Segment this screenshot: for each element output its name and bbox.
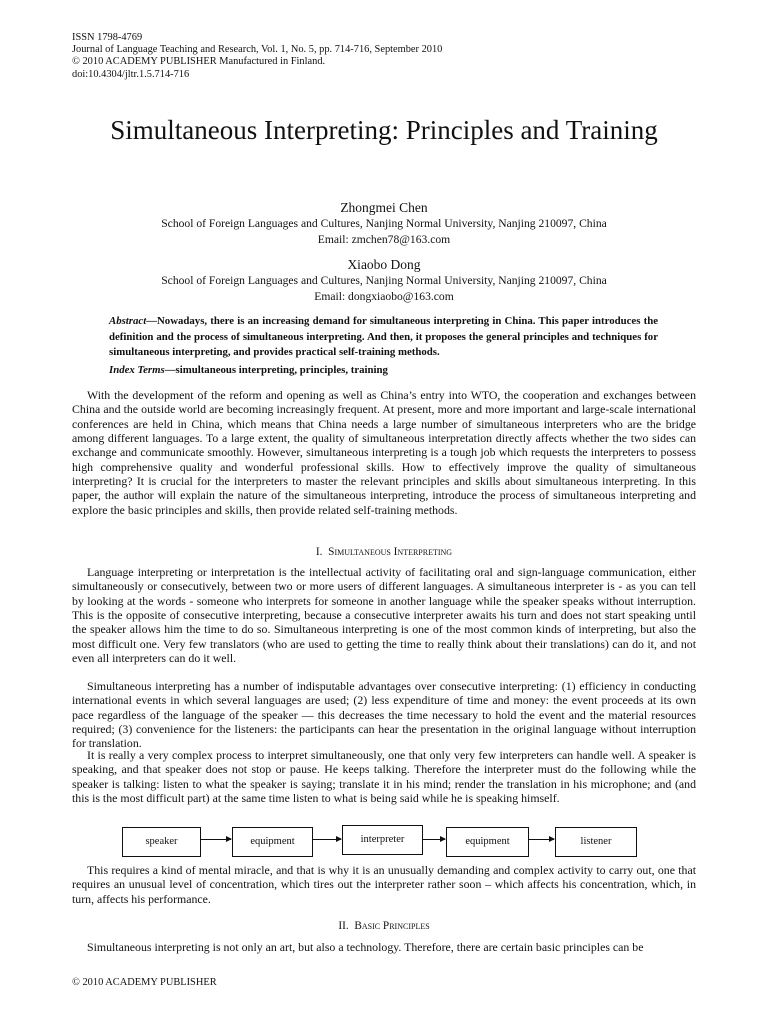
section-heading-1 [72,545,696,559]
index-terms [109,363,658,379]
author-block-2 [72,257,696,304]
journal-header [72,32,442,81]
author-block-1 [72,200,696,247]
intro-paragraph: With the development of the reform and opening as well as China’s entry into WTO, the cooperation and exchanges between China and the outside world are becoming increasingly frequent. At present, more and more important and large-scale international conferences are held in China, which means that China needs a large number of simultaneous interpreters who are the bridge among different languages. To a large extent, the quality of simultaneous interpretation directly affects whether the two sides can exchange and communicate smoothly. However, simultaneous interpreting is a tough job which requests the interpreters to possess high comprehensive quality and wonderful professional skills. How to effectively improve the quality of simultaneous interpreting? It is crucial for the interpreters to master the relevant principles and skills about simultaneous interpreting. In this paper, the author will explain the nature of the simultaneous interpreting, introduce the process of simultaneous interpreting and explore the basic principles and skills, then provide related self-training methods. [72,388,696,517]
author-affiliation: School of Foreign Languages and Cultures, Nanjing Normal University, Nanjing 210097, China [161,217,607,230]
flow-box-speaker: speaker [122,827,201,857]
index-terms-label: Index Terms [109,364,165,376]
section-title: Basic Principles [354,920,430,932]
section-number: I. [315,546,323,558]
section2-paragraph-1: Simultaneous interpreting is not only an art, but also a technology. Therefore, there are certain basic principles can be [87,940,644,954]
section-heading-2 [72,919,696,933]
journal-citation: Journal of Language Teaching and Research, Vol. 1, No. 5, pp. 714-716, September 2010 [72,44,443,56]
section-title: Simultaneous Interpreting [328,546,453,558]
abstract-text: —Nowadays, there is an increasing demand for simultaneous interpreting in China. This paper introduces the definition and the process of simultaneous interpreting. And then, it proposes the general principles and techniques for simultaneous interpreting, and provides practical self-training methods. [109,315,658,359]
section1-paragraph-4: This requires a kind of mental miracle, and that is why it is an unusually demanding and complex activity to carry out, one that requires an unusual level of concentration, which tires out the interpreter rather soon – which affects his concentration, which, in turn, affects his performance. [72,863,696,906]
flow-box-equipment: equipment [232,827,313,857]
section1-paragraph-3: It is really a very complex process to interpret simultaneously, one that only very few interpreters can handle well. A speaker is speaking, and that speaker does not stop or pause. He keeps talking. Therefore the interpreter must do the following while the speaker is talking: listen to what the speaker is saying; translate it in his mind; render the translation in his microphone; and (and this is the most difficult part) at the same time listen to what is being said while he is speaking himself. [72,748,696,806]
section-number: II. [338,920,349,932]
issn: ISSN 1798-4769 [72,32,143,43]
author-name: Xiaobo Dong [347,257,421,272]
author-email: Email: dongxiaobo@163.com [314,289,454,303]
abstract-label: Abstract [109,315,147,327]
flow-arrow [529,839,554,840]
paper-title: Simultaneous Interpreting: Principles and Training [110,115,658,145]
author-affiliation: School of Foreign Languages and Cultures, Nanjing Normal University, Nanjing 210097, China [161,274,607,287]
page-footer: © 2010 ACADEMY PUBLISHER [72,977,217,988]
section1-paragraph-1: Language interpreting or interpretation is the intellectual activity of facilitating oral and sign-language communication, either simultaneously or consecutively, between two or more users of different languages. A simultaneous interpreter is - as you can tell by looking at the words - someone who interprets for someone in another language while the speaker speaks without interruption. This is the opposite of consecutive interpreting, because a consecutive interpreter awaits his turn and does not start speaking until the speaker allows him the time to do so. Simultaneous interpreting is one of the most common kinds of interpreting, but also the most difficult one. Very few translators (who are used to getting the time to really think about their translations) can do it, and not even all interpreters can do it well. [72,565,696,666]
section1-paragraph-2: Simultaneous interpreting has a number of indisputable advantages over consecutive interpreting: (1) efficiency in conducting international events in which several languages are used; (2) less expenditure of time and money: the event proceeds at its own pace regardless of the language of the speaker — this decreases the time necessary to hold the event and the material resources required; (3) convenience for the listeners: the participants can hear the presentation in the original language without interruption for translation. [72,679,696,751]
flow-box-equipment: equipment [446,827,529,857]
author-name: Zhongmei Chen [340,200,428,215]
doi: doi:10.4304/jltr.1.5.714-716 [72,68,190,80]
flow-box-interpreter: interpreter [342,825,423,855]
header-copyright: © 2010 ACADEMY PUBLISHER Manufactured in Finland. [72,56,326,68]
interpreting-flow-diagram [72,823,696,863]
flow-arrow [423,839,445,840]
abstract [109,314,658,361]
flow-arrow [201,839,231,840]
flow-arrow [313,839,341,840]
author-email: Email: zmchen78@163.com [317,232,451,246]
index-terms-text: —simultaneous interpreting, principles, training [164,364,388,376]
flow-box-listener: listener [555,827,637,857]
